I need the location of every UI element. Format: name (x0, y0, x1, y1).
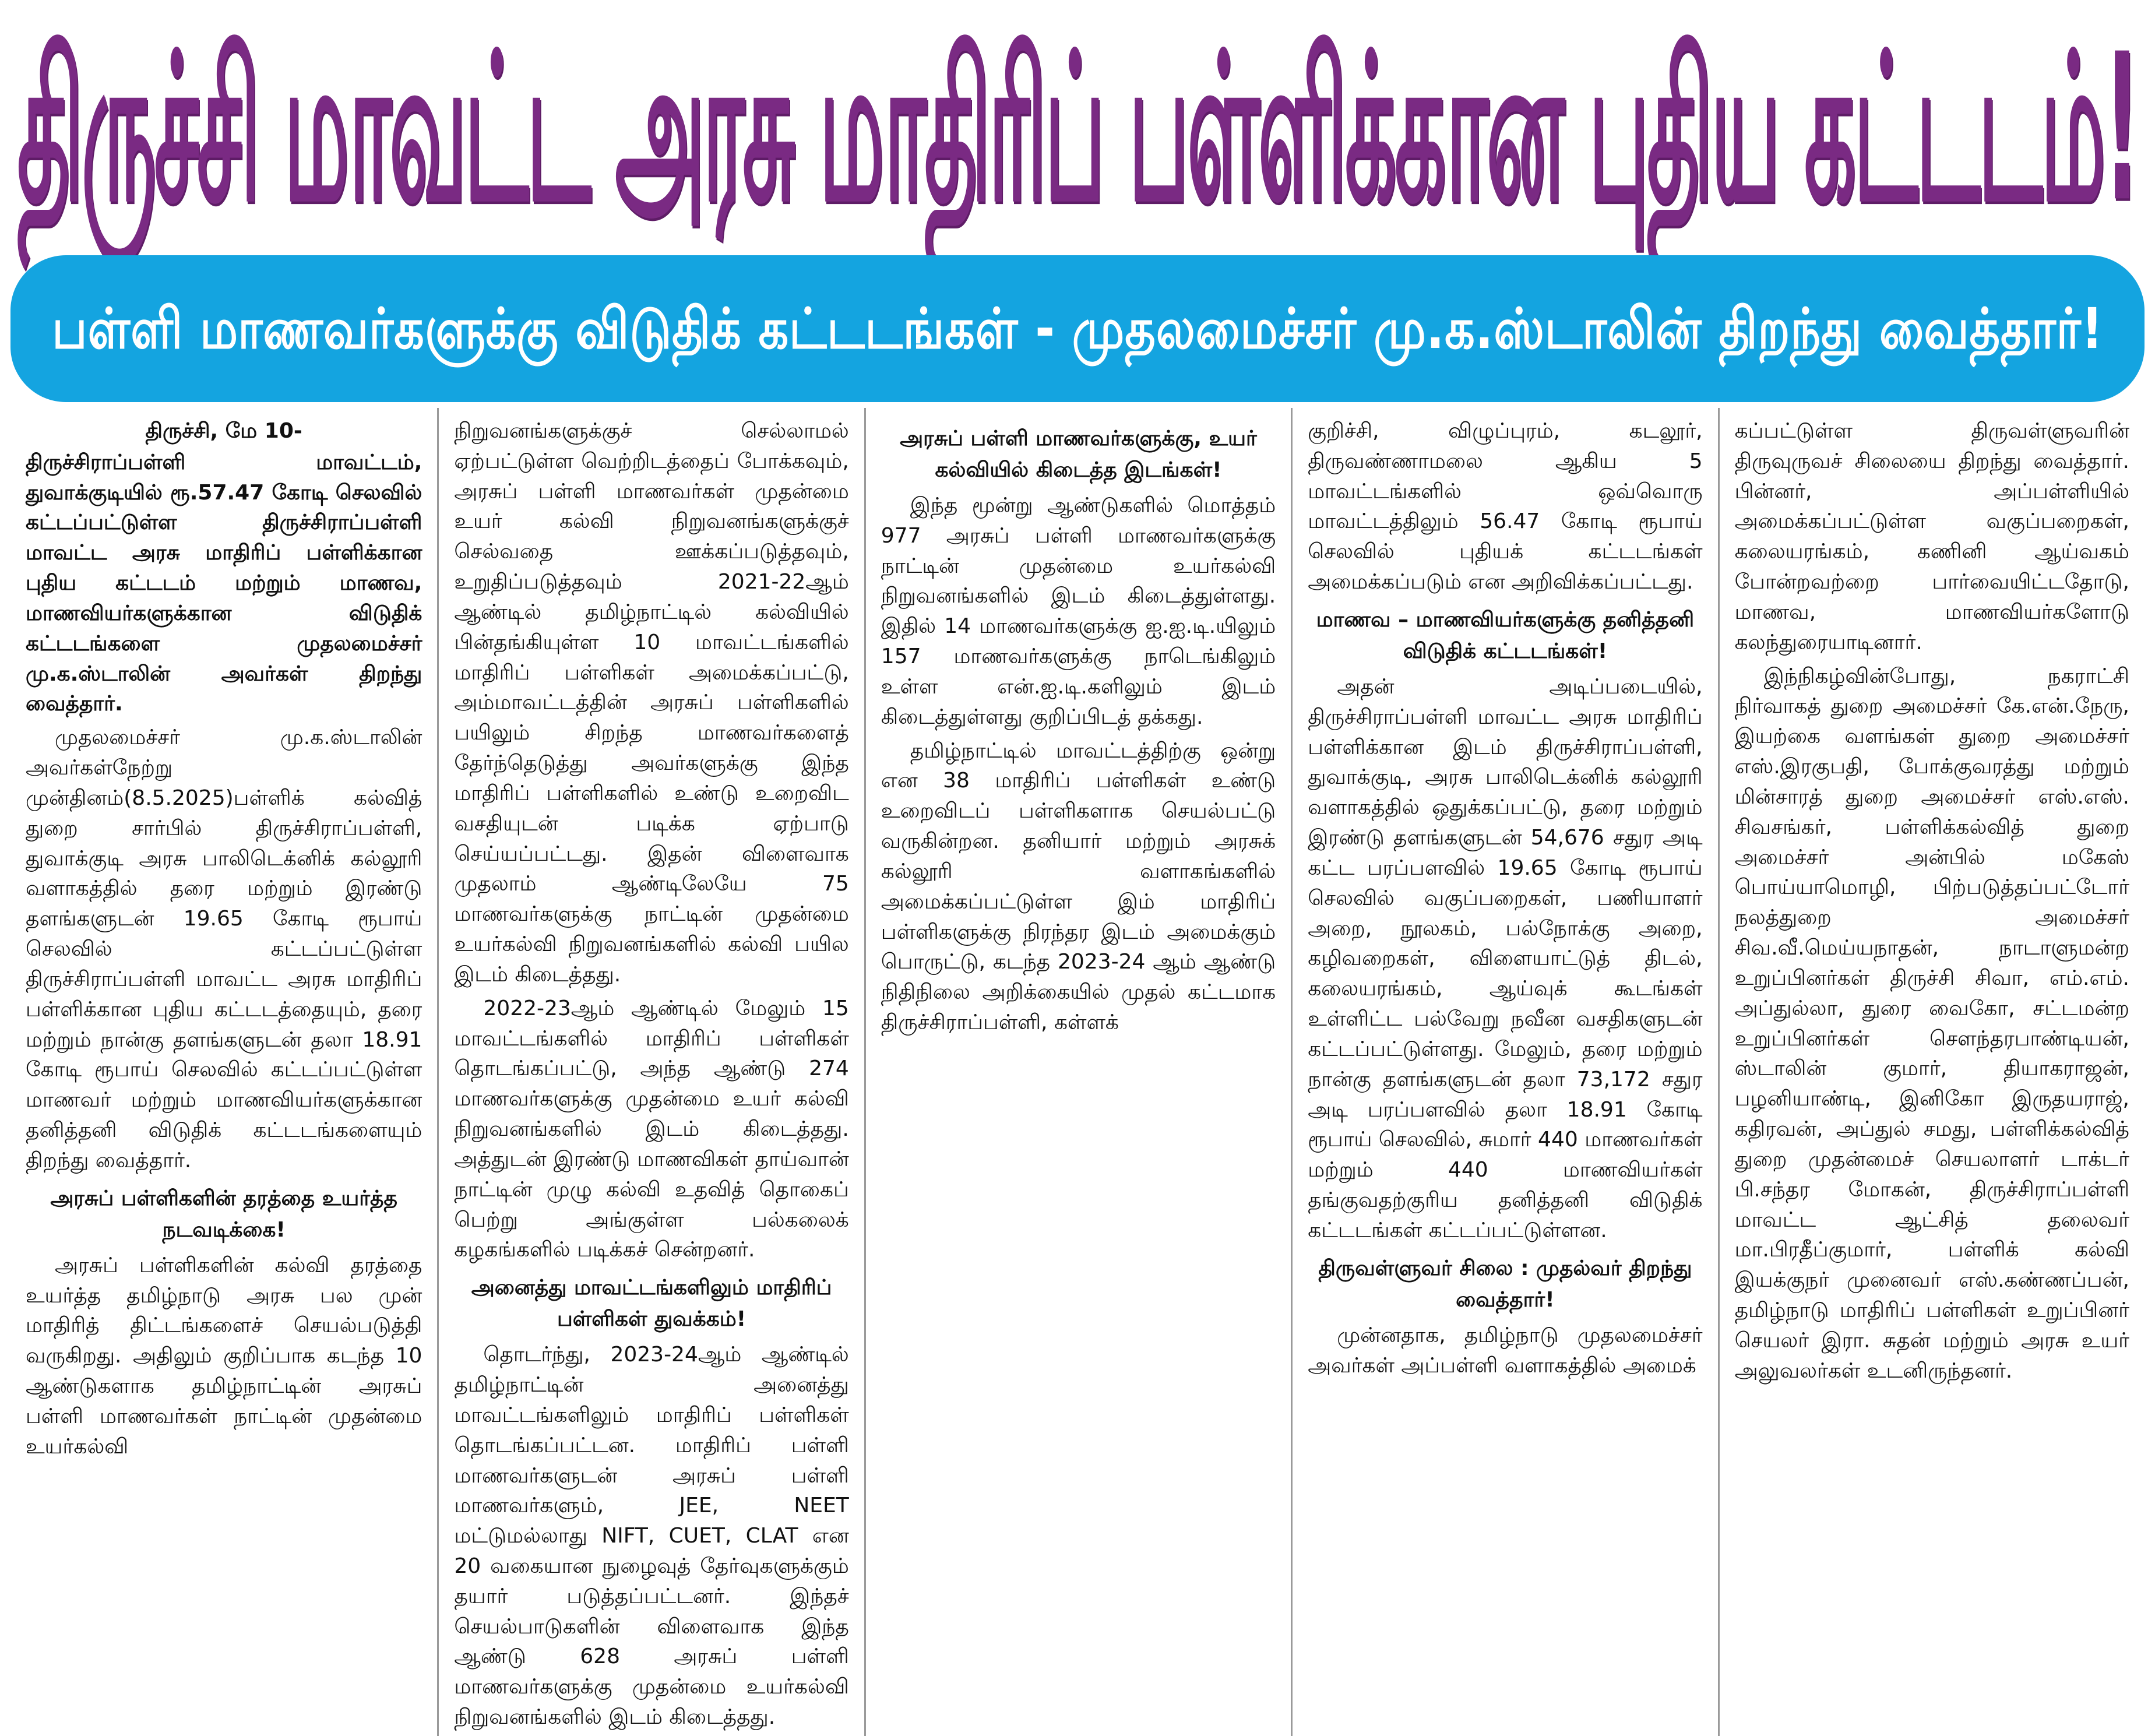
subheading: அரசுப் பள்ளிகளின் தரத்தை உயர்த்த நடவடிக்கை! (50, 1186, 397, 1242)
subheading: திருவள்ளுவர் சிலை : முதல்வர் திறந்து வைத்தார்! (1318, 1256, 1692, 1312)
paragraph: கப்பட்டுள்ள திருவள்ளுவரின் திருவுருவச் சிலையை திறந்து வைத்தார். பின்னர், அப்பள்ளியில் அமைக்கப்பட்டுள்ள வகுப்பறைகள், கலையரங்கம், கணினி ஆய்வகம் போன்றவற்றை பார்வையிட்டதோடு, மாணவ, மாணவியர்களோடு கலந்துரையாடினார். (1734, 419, 2129, 654)
paragraph: நிறுவனங்களுக்குச் செல்லாமல் ஏற்பட்டுள்ள வெற்றிடத்தைப் போக்கவும், அரசுப் பள்ளி மாணவர்கள் முதன்மை உயர் கல்வி நிறுவனங்களுக்குச் செல்வதை ஊக்கப்படுத்தவும், உறுதிப்படுத்தவும் 2021-22ஆம் ஆண்டில் தமிழ்நாட்டில் கல்வியில் பின்தங்கியுள்ள 10 மாவட்டங்களில் மாதிரிப் பள்ளிகள் அமைக்கப்பட்டு, அம்மாவட்டத்தின் அரசுப் பள்ளிகளில் பயிலும் சிறந்த மாணவர்களைத் தேர்ந்தெடுத்து அவர்களுக்கு இந்த மாதிரிப் பள்ளிகளில் உண்டு உறைவிட வசதியுடன் படிக்க ஏற்பாடு செய்யப்பட்டது. இதன் விளைவாக முதலாம் ஆண்டிலேயே 75 மாணவர்களுக்கு நாட்டின் முதன்மை உயர்கல்வி நிறுவனங்களில் கல்வி பயில இடம் கிடைத்தது. (454, 419, 849, 987)
lead-paragraph: திருச்சிராப்பள்ளி மாவட்டம், துவாக்குடியில் ரூ.57.47 கோடி செலவில் கட்டப்பட்டுள்ள திருச்சிராப்பள்ளி மாவட்ட அரசு மாதிரிப் பள்ளிக்கான புதிய கட்டடம் மற்றும் மாணவ, மாணவியர்களுக்கான விடுதிக் கட்டடங்களை முதலமைச்சர் மு.க.ஸ்டாலின் அவர்கள் திறந்து வைத்தார். (26, 450, 422, 716)
headline (0, 0, 2155, 256)
article-body (10, 408, 2145, 1730)
paragraph: 2022-23ஆம் ஆண்டில் மேலும் 15 மாவட்டங்களில் மாதிரிப் பள்ளிகள் தொடங்கப்பட்டு, அந்த ஆண்டு 274 மாணவர்களுக்கு முதன்மை உயர் கல்வி நிறுவனங்களில் இடம் கிடைத்தது. அத்துடன் இரண்டு மாணவிகள் தாய்வான் நாட்டின் முழு கல்வி உதவித் தொகைப் பெற்று அங்குள்ள பல்கலைக் கழகங்களில் படிக்கச் சென்றனர். (454, 996, 849, 1262)
paragraph: தொடர்ந்து, 2023-24ஆம் ஆண்டில் தமிழ்நாட்டின் அனைத்து மாவட்டங்களிலும் மாதிரிப் பள்ளிகள் தொடங்கப்பட்டன. மாதிரிப் பள்ளி மாணவர்களுடன் அரசுப் பள்ளி மாணவர்களும், JEE, NEET மட்டுமல்லாது NIFT, CUET, CLAT என 20 வகையான நுழைவுத் தேர்வுகளுக்கும் தயார் படுத்தப்பட்டனர். இந்தச் செயல்பாடுகளின் விளைவாக இந்த ஆண்டு 628 அரசுப் பள்ளி மாணவர்களுக்கு முதன்மை உயர்கல்வி நிறுவனங்களில் இடம் கிடைத்தது. (454, 1343, 849, 1730)
subtitle-banner (10, 255, 2145, 402)
subheading: மாணவ – மாணவியர்களுக்கு தனித்தனி விடுதிக் கட்டடங்கள்! (1316, 607, 1695, 663)
headline-title: திருச்சி மாவட்ட அரசு மாதிரிப் பள்ளிக்கான புதிய கட்டடம்! (17, 10, 2139, 247)
paragraph: குறிச்சி, விழுப்புரம், கடலூர், திருவண்ணாமலை ஆகிய 5 மாவட்டங்களில் ஒவ்வொரு மாவட்டத்திலும் 56.47 கோடி ரூபாய் செலவில் புதியக் கட்டடங்கள் அமைக்கப்படும் என அறிவிக்கப்பட்டது. (1308, 419, 1703, 594)
column-5 (1718, 408, 2145, 1736)
column-4 (1291, 408, 1717, 1736)
subheading: அனைத்து மாவட்டங்களிலும் மாதிரிப் பள்ளிகள் துவக்கம்! (471, 1276, 832, 1332)
subheading: அரசுப் பள்ளி மாணவர்களுக்கு, உயர் கல்வியில் கிடைத்த இடங்கள்! (900, 427, 1257, 482)
paragraph: முதலமைச்சர் மு.க.ஸ்டாலின் அவர்கள்நேற்று முன்தினம்(8.5.2025)பள்ளிக் கல்வித் துறை சார்பில் திருச்சிராப்பள்ளி, துவாக்குடி அரசு பாலிடெக்னிக் கல்லூரி வளாகத்தில் தரை மற்றும் இரண்டு தளங்களுடன் 19.65 கோடி ரூபாய் செலவில் கட்டப்பட்டுள்ள திருச்சிராப்பள்ளி மாவட்ட அரசு மாதிரிப் பள்ளிக்கான புதிய கட்டடத்தையும், தரை மற்றும் நான்கு தளங்களுடன் தலா 18.91 கோடி ரூபாய் செலவில் கட்டப்பட்டுள்ள மாணவர் மற்றும் மாணவியர்களுக்கான தனித்தனி விடுதிக் கட்டடங்களையும் திறந்து வைத்தார். (26, 726, 422, 1172)
paragraph: தமிழ்நாட்டில் மாவட்டத்திற்கு ஒன்று என 38 மாதிரிப் பள்ளிகள் உண்டு உறைவிடப் பள்ளிகளாக செயல்பட்டு வருகின்றன. தனியார் மற்றும் அரசுக் கல்லூரி வளாகங்களில் அமைக்கப்பட்டுள்ள இம் மாதிரிப் பள்ளிகளுக்கு நிரந்தர இடம் அமைக்கும் பொருட்டு, கடந்த 2023-24 ஆம் ஆண்டு நிதிநிலை அறிக்கையில் முதல் கட்டமாக திருச்சிராப்பள்ளி, கள்ளக் (881, 738, 1276, 1035)
paragraph: அதன் அடிப்படையில், திருச்சிராப்பள்ளி மாவட்ட அரசு மாதிரிப் பள்ளிக்கான இடம் திருச்சிராப்பள்ளி, துவாக்குடி, அரசு பாலிடெக்னிக் கல்லூரி வளாகத்தில் ஒதுக்கப்பட்டு, தரை மற்றும் இரண்டு தளங்களுடன் 54,676 சதுர அடி கட்ட பரப்பளவில் 19.65 கோடி ரூபாய் செலவில் வகுப்பறைகள், பணியாளர் அறை, நூலகம், பல்நோக்கு அறை, கழிவறைகள், விளையாட்டுத் திடல், கலையரங்கம், ஆய்வுக் கூடங்கள் உள்ளிட்ட பல்வேறு நவீன வசதிகளுடன் கட்டப்பட்டுள்ளது. மேலும், தரை மற்றும் நான்கு தளங்களுடன் தலா 73,172 சதுர அடி பரப்பளவில் தலா 18.91 கோடி ரூபாய் செலவில், சுமார் 440 மாணவர்கள் மற்றும் 440 மாணவியர்கள் தங்குவதற்குரிய தனித்தனி விடுதிக் கட்டடங்கள் கட்டப்பட்டுள்ளன. (1308, 674, 1703, 1242)
paragraph: இந்நிகழ்வின்போது, நகராட்சி நிர்வாகத் துறை அமைச்சர் கே.என்.நேரு, இயற்கை வளங்கள் துறை அமைச்சர் எஸ்.இரகுபதி, போக்குவரத்து மற்றும் மின்சாரத் துறை அமைச்சர் எஸ்.எஸ். சிவசங்கர், பள்ளிக்கல்வித் துறை அமைச்சர் அன்பில் மகேஸ் பொய்யாமொழி, பிற்படுத்தப்பட்டோர் நலத்துறை அமைச்சர் சிவ.வீ.மெய்யநாதன், நாடாளுமன்ற உறுப்பினர்கள் திருச்சி சிவா, எம்.எம். அப்துல்லா, துரை வைகோ, சட்டமன்ற உறுப்பினர்கள் சௌந்தரபாண்டியன், ஸ்டாலின் குமார், தியாகராஜன், பழனியாண்டி, இனிகோ இருதயராஜ், கதிரவன், அப்துல் சமது, பள்ளிக்கல்வித் துறை முதன்மைச் செயலாளர் டாக்டர் பி.சந்தர மோகன், திருச்சிராப்பள்ளி மாவட்ட ஆட்சித் தலைவர் மா.பிரதீப்குமார், பள்ளிக் கல்வி இயக்குநர் முனைவர் எஸ்.கண்ணப்பன், தமிழ்நாடு மாதிரிப் பள்ளிகள் உறுப்பினர் செயலர் இரா. சுதன் மற்றும் அரசு உயர் அலுவலர்கள் உடனிருந்தனர். (1734, 664, 2129, 1383)
column-1 (10, 408, 437, 1736)
banner-text: பள்ளி மாணவர்களுக்கு விடுதிக் கட்டடங்கள் - முதலமைச்சர் மு.க.ஸ்டாலின் திறந்து வைத்தார்! (52, 296, 2103, 361)
paragraph: முன்னதாக, தமிழ்நாடு முதலமைச்சர் அவர்கள் அப்பள்ளி வளாகத்தில் அமைக் (1308, 1323, 1703, 1378)
paragraph: இந்த மூன்று ஆண்டுகளில் மொத்தம் 977 அரசுப் பள்ளி மாணவர்களுக்கு நாட்டின் முதன்மை உயர்கல்வி நிறுவனங்களில் இடம் கிடைத்துள்ளது. இதில் 14 மாணவர்களுக்கு ஐ.ஐ.டி.யிலும் 157 மாணவர்களுக்கு நாடெங்கிலும் உள்ள என்.ஐ.டி.களிலும் இடம் கிடைத்துள்ளது குறிப்பிடத் தக்கது. (881, 494, 1276, 729)
column-2 (437, 408, 864, 1736)
column-3 (864, 408, 1291, 1736)
dateline: திருச்சி, மே 10- (145, 419, 302, 443)
paragraph: அரசுப் பள்ளிகளின் கல்வி தரத்தை உயர்த்த தமிழ்நாடு அரசு பல முன் மாதிரித் திட்டங்களைச் செயல்படுத்தி வருகிறது. அதிலும் குறிப்பாக கடந்த 10 ஆண்டுகளாக தமிழ்நாட்டின் அரசுப் பள்ளி மாணவர்கள் நாட்டின் முதன்மை உயர்கல்வி (26, 1253, 422, 1459)
